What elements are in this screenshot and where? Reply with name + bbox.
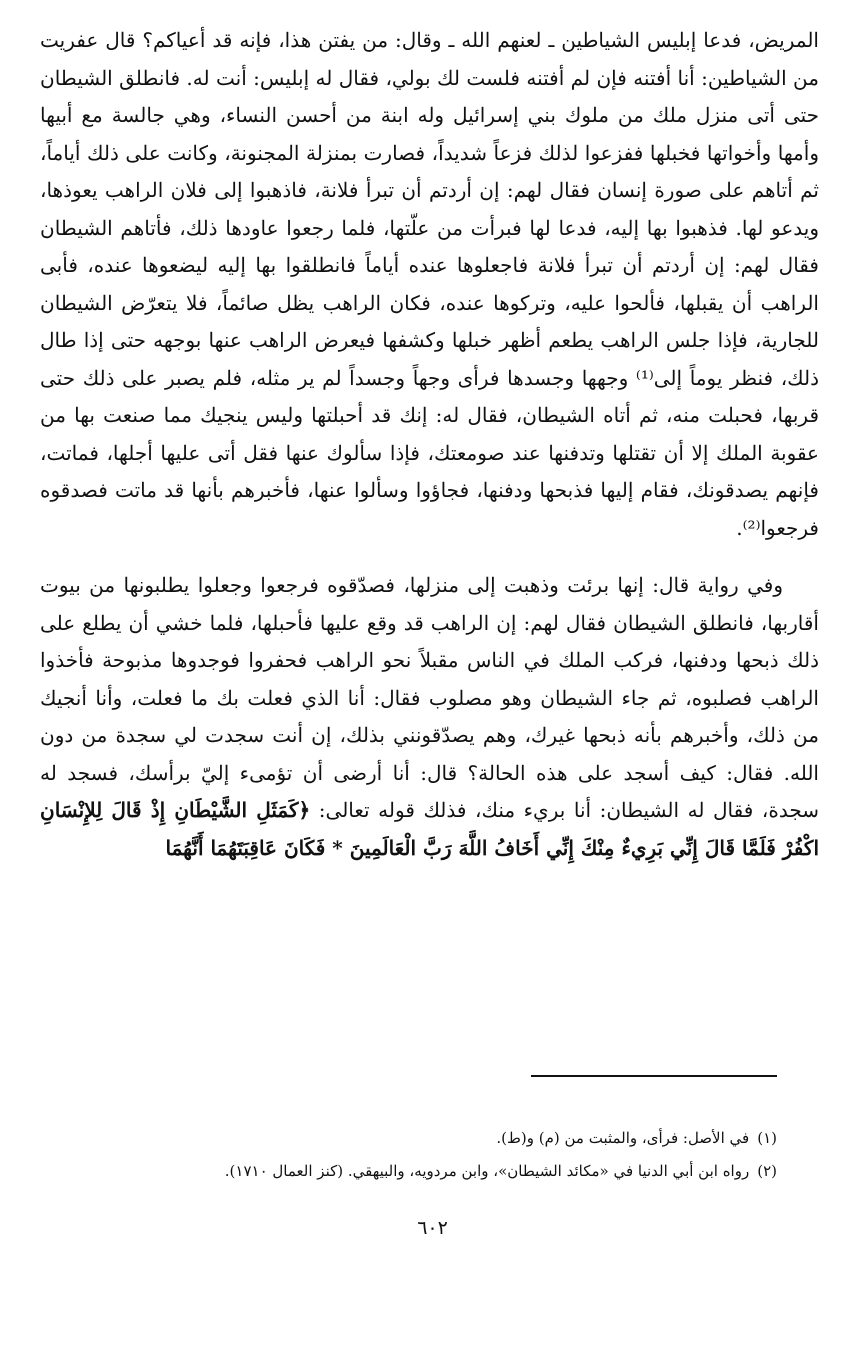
footnote-1 <box>60 1122 777 1155</box>
footnote-number: (٢) <box>757 1162 777 1180</box>
page-number: ٦٠٢ <box>417 1217 448 1239</box>
paragraph-second <box>40 567 819 867</box>
footnote-number: (١) <box>757 1129 777 1147</box>
page-body <box>40 22 819 867</box>
paragraph-first: المريض، فدعا إبليس الشياطين ـ لعنهم الله ـ وقال: من يفتن هذا، فإنه قد أعياكم؟ قال عفريت من الشياطين: أنا أفتنه فإن لم أفتنه فلست لك بولي، فقال له إبليس: أنت له. فانطلق الشيطان حتى أتى منزل ملك من ملوك بني إسرائيل وله ابنة من أحسن النساء، وهي جالسة مع أبيها وأمها وأخواتها فخبلها ففزعوا لذلك فزعاً شديداً، فصارت بمنزلة المجنونة، وكانت على ذلك أياماً، ثم أتاهم على صورة إنسان فقال لهم: إن أردتم أن تبرأ فلانة، فاذهبوا إلى فلان الراهب يعوذها، ويدعو لها. فذهبوا بها إليه، فدعا لها فبرأت من علّتها، فلما رجعوا عاودها ذلك، فأتاهم الشيطان فقال لهم: إن أردتم أن تبرأ فلانة فاجعلوها عنده أياماً فانطلقوا بها إليه ليضعوها عنده، فأبى الراهب أن يقبلها، فألحوا عليه، وتركوها عنده، فكان الراهب يظل صائماً، فلا يتعرّض الشيطان للجارية، فإذا جلس الراهب يطعم أظهر خبلها وكشفها فيعرض الراهب عنها بوجهه حتى إذا طال ذلك، فنظر يوماً إلى⁽¹⁾ وجهها وجسدها فرأى وجهاً وجسداً لم ير مثله، فلم يصبر على ذلك حتى قربها، فحبلت منه، ثم أتاه الشيطان، فقال له: إنك قد أحبلتها وليس ينجيك مما صنعت بها من عقوبة الملك إلا أن تقتلها وتدفنها عند صومعتك، فإذا سألوك عنها فقل أتى عليها أجلها، فماتت، فإنهم يصدقونك، فقام إليها فذبحها ودفنها، فجاؤوا وسألوا عنها، فأخبرهم بأنها قد ماتت فصدقوه فرجعوا⁽²⁾. <box>40 28 819 540</box>
footnote-text: في الأصل: فرأى، والمثبت من (م) و(ط). <box>496 1129 750 1147</box>
footnotes <box>60 1122 777 1188</box>
quran-verse: ﴿كَمَثَلِ الشَّيْطَانِ إِذْ قَالَ لِلإِنْسَانِ اكْفُرْ فَلَمَّا قَالَ إِنِّي بَرِيءٌ مِنْكَ إِنِّي أَخَافُ اللَّهَ رَبَّ الْعَالَمِينَ * فَكَانَ عَاقِبَتَهُمَا أَنَّهُمَا <box>40 798 819 860</box>
footnote-divider <box>531 1075 777 1077</box>
footnote-2 <box>60 1155 777 1188</box>
paragraph-second-text: وفي رواية قال: إنها برئت وذهبت إلى منزلها، فصدّقوه فرجعوا وجعلوا يطلبونها من بيوت أقاربها، فانطلق الشيطان فقال لهم: إن الراهب قد وقع عليها فأحبلها، فلما خشي أن يطلع على ذلك ذبحها ودفنها، فركب الملك في الناس مقبلاً نحو الراهب فحفروا فوجدوها مذبوحة فأخذوا الراهب فصلبوه، ثم جاء الشيطان وهو مصلوب فقال: أنا الذي فعلت بك ما فعلت، وأنا أنجيك من ذلك، وأخبرهم بأنه ذبحها غيرك، وهم يصدّقونني بذلك، إن أنت سجدت لي سجدة من دون الله. فقال: كيف أسجد على هذه الحالة؟ قال: أنا أرضى أن تؤمىء إليّ برأسك، فسجد له سجدة، فقال له الشيطان: أنا بريء منك، فذلك قوله تعالى: <box>40 573 819 822</box>
footnote-text: رواه ابن أبي الدنيا في «مكائد الشيطان»، وابن مردويه، والبيهقي. (كنز العمال ١٧١٠). <box>224 1162 750 1180</box>
